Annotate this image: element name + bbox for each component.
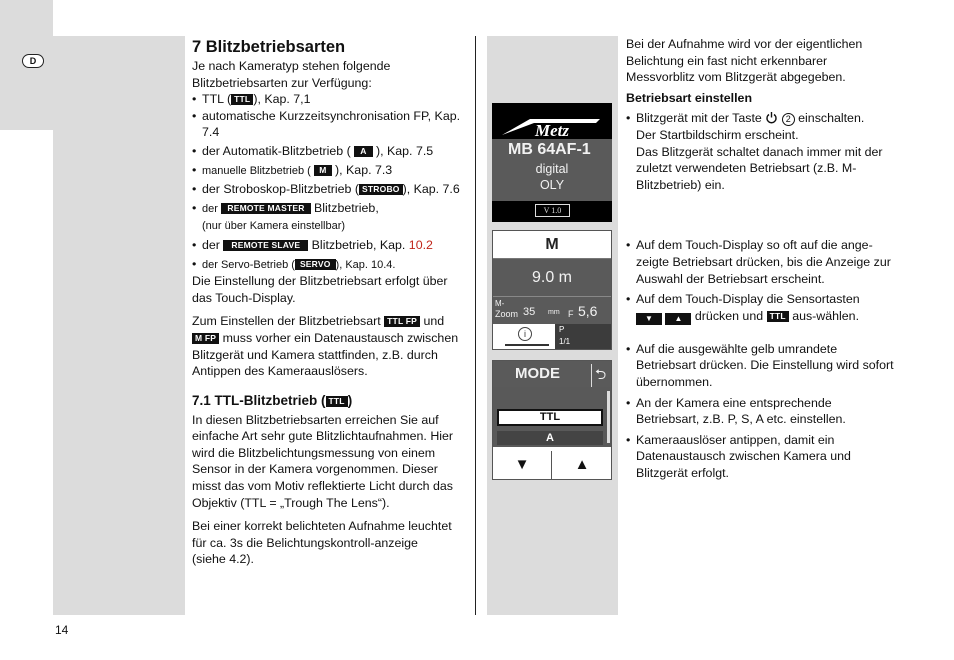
list-item: • der Stroboskop-Blitzbetrieb ( STROBO ), Kap. 7.6	[192, 181, 468, 198]
subheading: Betriebsart einstellen	[626, 90, 753, 105]
scroll-down-button[interactable]: ▼	[493, 451, 552, 479]
list-item: • An der Kamera eine entsprechende Betriebsart, z.B. P, S, A etc. einstellen.	[626, 395, 898, 428]
left-column	[192, 36, 468, 568]
list-item: • Auf die ausgewählte gelb umrandete Betriebsart drücken. Die Einstellung wird sofort übernommen.	[626, 341, 898, 391]
svg-text:Metz: Metz	[535, 121, 569, 139]
paragraph: Bei einer korrekt belichteten Aufnahme leuchtet für ca. 3s die Belichtungskontroll-anzeige (siehe 4.2).	[192, 519, 452, 567]
intro-text: Je nach Kameratyp stehen folgende Blitzbetriebsarten zur Verfügung:	[192, 59, 391, 90]
right-column	[626, 36, 898, 481]
model-line: digital	[535, 162, 569, 176]
zoom-field: M- Zoom 35 mm F 5,6	[493, 296, 611, 324]
power-icon	[765, 111, 778, 124]
section-title: 7 Blitzbetriebsarten	[192, 38, 346, 56]
list-item: • Kameraauslöser antippen, damit ein Datenaustausch zwischen Kamera und Blitzgerät erfolgt.	[626, 432, 898, 482]
mode-title-bar: MODE ⮌	[493, 361, 611, 387]
paragraph: In diesen Blitzbetriebsarten erreichen Sie auf einfache Art sehr gute Blitzlichtaufnahmen. Hier wird die Blitzbelichtungsmessung von einem Sensor in der Kamera vorgenommen. Dieser misst das vom Motiv reflektierte Licht durch das Objektiv (TTL = „Trough The Lens“).	[192, 412, 454, 510]
model-name: MB 64AF-1	[508, 141, 591, 158]
list-item: • der Automatik-Blitzbetrieb ( A ), Kap. 7.5	[192, 143, 468, 160]
subsection-title: 7.1 TTL-Blitzbetrieb ( TTL )	[192, 392, 353, 408]
list-item: • Auf dem Touch-Display so oft auf die ange-zeigte Betriebsart drücken, bis die Anzeige zur Auswahl der Betriebsart erscheint.	[626, 237, 898, 287]
metz-logo	[500, 115, 604, 139]
paragraph: Zum Einstellen der Blitzbetriebsart TTL FP und M FP muss vorher ein Datenaustausch zwischen Blitzgerät und Kamera stattfinden, z.B. durch Antippen des Kameraauslösers.	[192, 314, 459, 379]
list-item: • der REMOTE SLAVE Blitzbetrieb, Kap. 10.2	[192, 237, 468, 254]
mode-display-screen	[492, 230, 612, 350]
back-icon[interactable]: ⮌	[591, 364, 606, 388]
scroll-up-button[interactable]: ▲	[574, 456, 590, 473]
list-item: • manuelle Blitzbetrieb ( M ), Kap. 7.3	[192, 162, 468, 180]
start-screen	[492, 103, 612, 222]
left-text-panel	[53, 36, 185, 615]
distance-field: 9.0 m	[493, 259, 611, 296]
list-item: • TTL ( TTL ), Kap. 7,1	[192, 91, 468, 108]
up-key-icon: ▲	[665, 313, 691, 325]
info-underline	[505, 344, 549, 346]
list-item: • automatische Kurzzeitsynchronisation FP, Kap. 7.4	[192, 108, 468, 141]
version-label: V 1.0	[535, 204, 570, 217]
paragraph: Bei der Aufnahme wird vor der eigentlichen Belichtung ein fast nicht erkennbarer Messvorblitz vom Blitzgerät abgegeben.	[626, 37, 863, 85]
language-badge: D	[22, 54, 44, 68]
info-icon[interactable]: i	[518, 327, 532, 341]
column-divider	[475, 36, 476, 615]
list-item: • Blitzgerät mit der Taste 2 einschalten. Der Startbildschirm erscheint. Das Blitzgerät schaltet danach immer mit der zuletzt verwendeten Betriebsart (z.B. M-Blitzbetrieb) ein.	[626, 110, 898, 193]
mode-select-screen	[492, 360, 612, 480]
mode-list	[192, 91, 468, 273]
model-box	[492, 139, 612, 201]
list-item: • der Servo-Betrieb ( SERVO ), Kap. 10.4.	[192, 256, 468, 274]
down-key-icon: ▼	[636, 313, 662, 325]
model-line: OLY	[539, 178, 565, 192]
list-item: • Auf dem Touch-Display die Sensortasten ▼ ▲ drücken und TTL aus-wählen.	[626, 291, 898, 325]
mode-option-selected[interactable]: TTL	[497, 409, 603, 426]
page-number: 14	[55, 623, 69, 637]
scrollbar[interactable]	[607, 391, 610, 443]
paragraph: Die Einstellung der Blitzbetriebsart erfolgt über das Touch-Display.	[192, 274, 448, 305]
list-item: • der REMOTE MASTER Blitzbetrieb, (nur über Kamera einstellbar)	[192, 200, 468, 235]
callout-number: 2	[782, 113, 795, 126]
mode-list-area	[493, 387, 611, 447]
program-badge[interactable]: P 1/1	[555, 324, 611, 349]
mode-option[interactable]: A	[497, 431, 603, 445]
mode-letter: M	[493, 231, 611, 259]
